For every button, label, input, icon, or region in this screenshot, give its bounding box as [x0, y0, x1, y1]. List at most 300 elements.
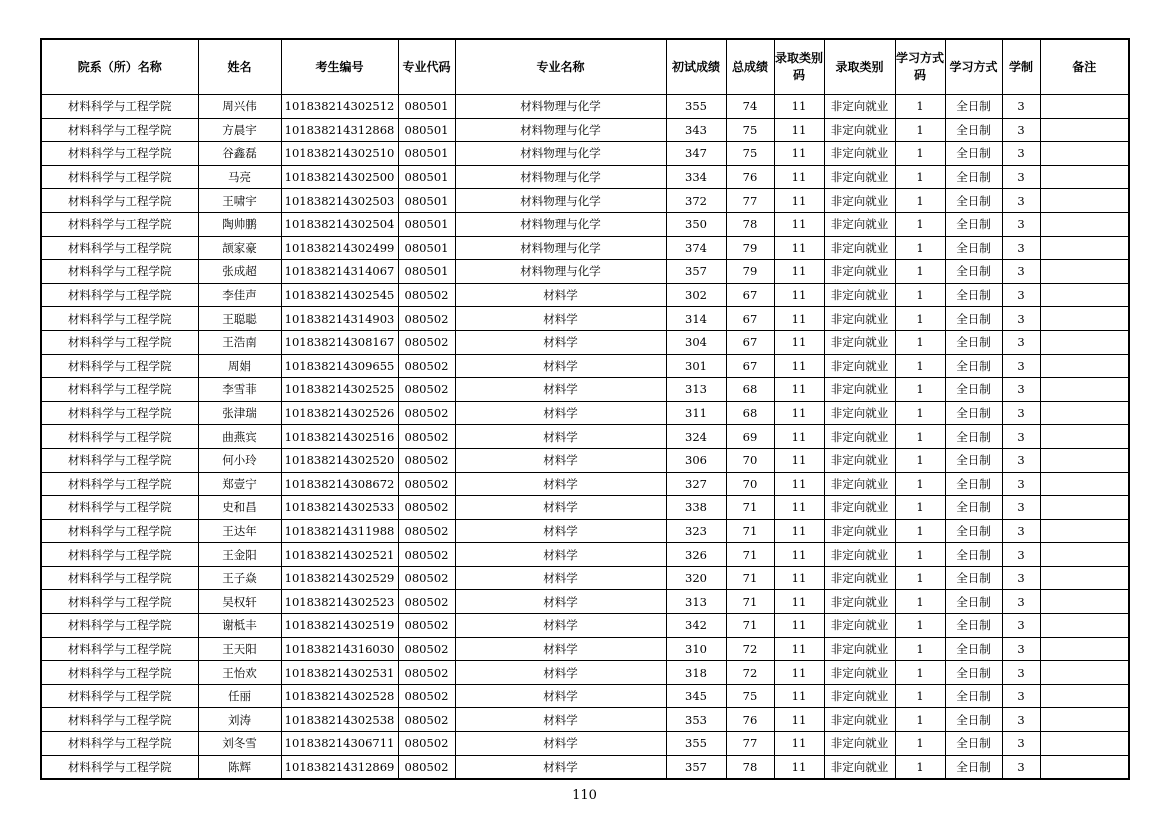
cell-total-score: 71 [726, 543, 774, 567]
cell-admit-type-code: 11 [774, 142, 824, 166]
admission-table [40, 38, 1130, 780]
cell-major-code: 080502 [398, 496, 455, 520]
cell-total-score: 67 [726, 307, 774, 331]
cell-study-mode: 全日制 [945, 95, 1002, 119]
cell-study-mode: 全日制 [945, 330, 1002, 354]
cell-name: 史和昌 [198, 496, 281, 520]
cell-name: 王天阳 [198, 637, 281, 661]
cell-study-mode: 全日制 [945, 401, 1002, 425]
cell-exam-id: 101838214302504 [281, 212, 398, 236]
cell-study-mode: 全日制 [945, 236, 1002, 260]
table-row [41, 118, 1129, 142]
cell-study-mode: 全日制 [945, 354, 1002, 378]
cell-study-mode-code: 1 [895, 637, 945, 661]
cell-remarks [1040, 118, 1129, 142]
cell-major-name: 材料学 [455, 307, 666, 331]
cell-duration: 3 [1002, 330, 1040, 354]
cell-duration: 3 [1002, 118, 1040, 142]
cell-major-code: 080502 [398, 378, 455, 402]
cell-department: 材料科学与工程学院 [41, 212, 198, 236]
cell-department: 材料科学与工程学院 [41, 401, 198, 425]
cell-major-name: 材料物理与化学 [455, 236, 666, 260]
cell-total-score: 71 [726, 496, 774, 520]
cell-study-mode: 全日制 [945, 378, 1002, 402]
cell-exam-id: 101838214302510 [281, 142, 398, 166]
cell-name: 张津瑞 [198, 401, 281, 425]
cell-department: 材料科学与工程学院 [41, 637, 198, 661]
cell-prelim-score: 311 [666, 401, 726, 425]
cell-major-code: 080502 [398, 708, 455, 732]
cell-duration: 3 [1002, 260, 1040, 284]
cell-department: 材料科学与工程学院 [41, 307, 198, 331]
cell-department: 材料科学与工程学院 [41, 189, 198, 213]
cell-total-score: 68 [726, 378, 774, 402]
table-row [41, 401, 1129, 425]
cell-admit-type-code: 11 [774, 519, 824, 543]
cell-study-mode: 全日制 [945, 142, 1002, 166]
cell-duration: 3 [1002, 142, 1040, 166]
cell-total-score: 79 [726, 236, 774, 260]
cell-remarks [1040, 307, 1129, 331]
cell-admit-type-code: 11 [774, 661, 824, 685]
cell-total-score: 78 [726, 212, 774, 236]
cell-name: 王啸宇 [198, 189, 281, 213]
cell-exam-id: 101838214302538 [281, 708, 398, 732]
cell-major-name: 材料物理与化学 [455, 260, 666, 284]
cell-prelim-score: 347 [666, 142, 726, 166]
cell-duration: 3 [1002, 637, 1040, 661]
cell-department: 材料科学与工程学院 [41, 614, 198, 638]
cell-remarks [1040, 519, 1129, 543]
cell-duration: 3 [1002, 283, 1040, 307]
cell-major-name: 材料物理与化学 [455, 212, 666, 236]
cell-major-code: 080502 [398, 354, 455, 378]
cell-department: 材料科学与工程学院 [41, 448, 198, 472]
cell-admit-type-code: 11 [774, 165, 824, 189]
cell-major-name: 材料物理与化学 [455, 95, 666, 119]
cell-prelim-score: 334 [666, 165, 726, 189]
table-row [41, 755, 1129, 779]
cell-duration: 3 [1002, 519, 1040, 543]
cell-exam-id: 101838214302520 [281, 448, 398, 472]
cell-prelim-score: 306 [666, 448, 726, 472]
cell-major-code: 080502 [398, 472, 455, 496]
cell-major-code: 080502 [398, 590, 455, 614]
cell-name: 周娟 [198, 354, 281, 378]
cell-study-mode: 全日制 [945, 566, 1002, 590]
table-row [41, 543, 1129, 567]
cell-department: 材料科学与工程学院 [41, 732, 198, 756]
cell-admit-type: 非定向就业 [824, 543, 895, 567]
cell-admit-type: 非定向就业 [824, 684, 895, 708]
cell-name: 王子焱 [198, 566, 281, 590]
cell-admit-type-code: 11 [774, 354, 824, 378]
cell-major-name: 材料学 [455, 755, 666, 779]
cell-exam-id: 101838214309655 [281, 354, 398, 378]
cell-major-name: 材料学 [455, 472, 666, 496]
cell-admit-type-code: 11 [774, 684, 824, 708]
cell-department: 材料科学与工程学院 [41, 661, 198, 685]
cell-exam-id: 101838214308672 [281, 472, 398, 496]
cell-prelim-score: 353 [666, 708, 726, 732]
cell-study-mode: 全日制 [945, 637, 1002, 661]
cell-study-mode-code: 1 [895, 401, 945, 425]
cell-department: 材料科学与工程学院 [41, 330, 198, 354]
cell-major-code: 080502 [398, 401, 455, 425]
cell-exam-id: 101838214302523 [281, 590, 398, 614]
cell-prelim-score: 350 [666, 212, 726, 236]
header-total-score: 总成绩 [726, 39, 774, 95]
cell-total-score: 71 [726, 614, 774, 638]
cell-exam-id: 101838214302519 [281, 614, 398, 638]
cell-duration: 3 [1002, 307, 1040, 331]
cell-prelim-score: 355 [666, 732, 726, 756]
cell-admit-type: 非定向就业 [824, 378, 895, 402]
cell-major-code: 080501 [398, 95, 455, 119]
cell-admit-type: 非定向就业 [824, 283, 895, 307]
cell-study-mode: 全日制 [945, 283, 1002, 307]
cell-total-score: 71 [726, 590, 774, 614]
cell-admit-type: 非定向就业 [824, 425, 895, 449]
cell-study-mode-code: 1 [895, 425, 945, 449]
cell-name: 王浩南 [198, 330, 281, 354]
cell-total-score: 71 [726, 566, 774, 590]
cell-total-score: 79 [726, 260, 774, 284]
cell-remarks [1040, 472, 1129, 496]
cell-name: 王达年 [198, 519, 281, 543]
table-row [41, 732, 1129, 756]
cell-name: 谢柢丰 [198, 614, 281, 638]
cell-department: 材料科学与工程学院 [41, 472, 198, 496]
cell-prelim-score: 327 [666, 472, 726, 496]
cell-total-score: 75 [726, 142, 774, 166]
cell-remarks [1040, 732, 1129, 756]
cell-total-score: 69 [726, 425, 774, 449]
cell-name: 颉家豪 [198, 236, 281, 260]
cell-exam-id: 101838214302528 [281, 684, 398, 708]
table-row [41, 566, 1129, 590]
cell-total-score: 74 [726, 95, 774, 119]
cell-study-mode-code: 1 [895, 448, 945, 472]
cell-study-mode: 全日制 [945, 260, 1002, 284]
cell-department: 材料科学与工程学院 [41, 708, 198, 732]
cell-name: 何小玲 [198, 448, 281, 472]
cell-study-mode-code: 1 [895, 661, 945, 685]
cell-department: 材料科学与工程学院 [41, 165, 198, 189]
cell-major-name: 材料学 [455, 543, 666, 567]
cell-major-code: 080502 [398, 566, 455, 590]
cell-admit-type-code: 11 [774, 212, 824, 236]
cell-major-code: 080501 [398, 212, 455, 236]
cell-major-code: 080502 [398, 330, 455, 354]
cell-duration: 3 [1002, 401, 1040, 425]
cell-total-score: 72 [726, 661, 774, 685]
cell-major-name: 材料学 [455, 566, 666, 590]
cell-admit-type-code: 11 [774, 448, 824, 472]
cell-admit-type-code: 11 [774, 283, 824, 307]
cell-major-name: 材料学 [455, 614, 666, 638]
cell-duration: 3 [1002, 212, 1040, 236]
cell-total-score: 70 [726, 448, 774, 472]
cell-admit-type: 非定向就业 [824, 165, 895, 189]
cell-study-mode: 全日制 [945, 472, 1002, 496]
cell-department: 材料科学与工程学院 [41, 118, 198, 142]
table-row [41, 165, 1129, 189]
cell-admit-type: 非定向就业 [824, 472, 895, 496]
cell-department: 材料科学与工程学院 [41, 95, 198, 119]
cell-exam-id: 101838214308167 [281, 330, 398, 354]
cell-name: 刘冬雪 [198, 732, 281, 756]
cell-admit-type: 非定向就业 [824, 661, 895, 685]
table-row [41, 496, 1129, 520]
cell-admit-type-code: 11 [774, 496, 824, 520]
table-row [41, 212, 1129, 236]
cell-prelim-score: 313 [666, 378, 726, 402]
cell-prelim-score: 374 [666, 236, 726, 260]
header-row [41, 39, 1129, 95]
cell-admit-type: 非定向就业 [824, 354, 895, 378]
cell-study-mode-code: 1 [895, 590, 945, 614]
cell-admit-type-code: 11 [774, 425, 824, 449]
cell-remarks [1040, 661, 1129, 685]
cell-study-mode-code: 1 [895, 330, 945, 354]
table-row [41, 236, 1129, 260]
cell-study-mode-code: 1 [895, 95, 945, 119]
cell-total-score: 76 [726, 165, 774, 189]
cell-admit-type: 非定向就业 [824, 260, 895, 284]
cell-prelim-score: 343 [666, 118, 726, 142]
cell-admit-type-code: 11 [774, 330, 824, 354]
cell-exam-id: 101838214302503 [281, 189, 398, 213]
cell-department: 材料科学与工程学院 [41, 425, 198, 449]
cell-department: 材料科学与工程学院 [41, 283, 198, 307]
cell-prelim-score: 302 [666, 283, 726, 307]
cell-study-mode-code: 1 [895, 732, 945, 756]
cell-name: 马亮 [198, 165, 281, 189]
cell-department: 材料科学与工程学院 [41, 543, 198, 567]
cell-prelim-score: 357 [666, 755, 726, 779]
cell-duration: 3 [1002, 236, 1040, 260]
cell-major-code: 080502 [398, 684, 455, 708]
cell-total-score: 68 [726, 401, 774, 425]
table-row [41, 519, 1129, 543]
cell-exam-id: 101838214302526 [281, 401, 398, 425]
cell-remarks [1040, 637, 1129, 661]
cell-duration: 3 [1002, 165, 1040, 189]
cell-remarks [1040, 566, 1129, 590]
cell-study-mode-code: 1 [895, 189, 945, 213]
table-row [41, 708, 1129, 732]
cell-department: 材料科学与工程学院 [41, 496, 198, 520]
cell-duration: 3 [1002, 378, 1040, 402]
cell-major-name: 材料学 [455, 661, 666, 685]
cell-duration: 3 [1002, 496, 1040, 520]
cell-remarks [1040, 543, 1129, 567]
cell-major-name: 材料物理与化学 [455, 142, 666, 166]
cell-study-mode-code: 1 [895, 165, 945, 189]
cell-duration: 3 [1002, 755, 1040, 779]
cell-prelim-score: 310 [666, 637, 726, 661]
cell-study-mode-code: 1 [895, 118, 945, 142]
cell-admit-type: 非定向就业 [824, 708, 895, 732]
cell-department: 材料科学与工程学院 [41, 260, 198, 284]
cell-total-score: 78 [726, 755, 774, 779]
cell-major-name: 材料学 [455, 590, 666, 614]
cell-total-score: 71 [726, 519, 774, 543]
cell-department: 材料科学与工程学院 [41, 566, 198, 590]
cell-name: 李雪菲 [198, 378, 281, 402]
cell-major-name: 材料物理与化学 [455, 165, 666, 189]
cell-exam-id: 101838214306711 [281, 732, 398, 756]
cell-exam-id: 101838214314067 [281, 260, 398, 284]
header-admit-type-code: 录取类别码 [774, 39, 824, 95]
header-exam-id: 考生编号 [281, 39, 398, 95]
cell-exam-id: 101838214316030 [281, 637, 398, 661]
cell-prelim-score: 355 [666, 95, 726, 119]
cell-name: 吴权轩 [198, 590, 281, 614]
cell-department: 材料科学与工程学院 [41, 684, 198, 708]
header-study-mode-code: 学习方式码 [895, 39, 945, 95]
cell-exam-id: 101838214302533 [281, 496, 398, 520]
cell-major-name: 材料学 [455, 448, 666, 472]
table-row [41, 378, 1129, 402]
cell-duration: 3 [1002, 614, 1040, 638]
cell-major-code: 080502 [398, 637, 455, 661]
cell-major-code: 080502 [398, 614, 455, 638]
table-row [41, 307, 1129, 331]
cell-prelim-score: 301 [666, 354, 726, 378]
table-row [41, 260, 1129, 284]
cell-name: 周兴伟 [198, 95, 281, 119]
cell-admit-type-code: 11 [774, 236, 824, 260]
cell-admit-type-code: 11 [774, 732, 824, 756]
cell-total-score: 75 [726, 118, 774, 142]
cell-duration: 3 [1002, 95, 1040, 119]
cell-admit-type: 非定向就业 [824, 566, 895, 590]
cell-study-mode-code: 1 [895, 236, 945, 260]
cell-admit-type-code: 11 [774, 260, 824, 284]
cell-admit-type: 非定向就业 [824, 330, 895, 354]
cell-admit-type-code: 11 [774, 95, 824, 119]
cell-prelim-score: 357 [666, 260, 726, 284]
cell-department: 材料科学与工程学院 [41, 236, 198, 260]
cell-admit-type-code: 11 [774, 590, 824, 614]
header-remarks: 备注 [1040, 39, 1129, 95]
cell-admit-type: 非定向就业 [824, 590, 895, 614]
cell-admit-type: 非定向就业 [824, 732, 895, 756]
cell-major-code: 080502 [398, 448, 455, 472]
cell-study-mode-code: 1 [895, 212, 945, 236]
cell-duration: 3 [1002, 189, 1040, 213]
cell-remarks [1040, 260, 1129, 284]
cell-major-name: 材料物理与化学 [455, 118, 666, 142]
cell-admit-type: 非定向就业 [824, 637, 895, 661]
cell-remarks [1040, 95, 1129, 119]
table-row [41, 614, 1129, 638]
cell-study-mode-code: 1 [895, 496, 945, 520]
cell-admit-type: 非定向就业 [824, 496, 895, 520]
cell-prelim-score: 342 [666, 614, 726, 638]
header-prelim-score: 初试成绩 [666, 39, 726, 95]
cell-study-mode-code: 1 [895, 519, 945, 543]
table-row [41, 472, 1129, 496]
cell-study-mode: 全日制 [945, 425, 1002, 449]
cell-admit-type: 非定向就业 [824, 755, 895, 779]
cell-admit-type-code: 11 [774, 378, 824, 402]
page-number: 110 [572, 788, 597, 803]
table-row [41, 330, 1129, 354]
cell-admit-type-code: 11 [774, 614, 824, 638]
cell-duration: 3 [1002, 448, 1040, 472]
cell-study-mode-code: 1 [895, 260, 945, 284]
cell-name: 任丽 [198, 684, 281, 708]
cell-name: 谷鑫磊 [198, 142, 281, 166]
cell-major-name: 材料学 [455, 330, 666, 354]
cell-remarks [1040, 448, 1129, 472]
cell-study-mode: 全日制 [945, 448, 1002, 472]
table-row [41, 425, 1129, 449]
cell-major-name: 材料学 [455, 519, 666, 543]
cell-study-mode: 全日制 [945, 543, 1002, 567]
cell-total-score: 67 [726, 330, 774, 354]
cell-major-name: 材料学 [455, 354, 666, 378]
cell-admit-type: 非定向就业 [824, 212, 895, 236]
cell-remarks [1040, 330, 1129, 354]
cell-major-code: 080501 [398, 165, 455, 189]
cell-prelim-score: 318 [666, 661, 726, 685]
cell-remarks [1040, 212, 1129, 236]
cell-exam-id: 101838214302499 [281, 236, 398, 260]
cell-major-code: 080501 [398, 236, 455, 260]
table-row [41, 354, 1129, 378]
cell-prelim-score: 323 [666, 519, 726, 543]
cell-remarks [1040, 684, 1129, 708]
cell-admit-type: 非定向就业 [824, 614, 895, 638]
cell-study-mode-code: 1 [895, 142, 945, 166]
cell-prelim-score: 320 [666, 566, 726, 590]
cell-admit-type: 非定向就业 [824, 401, 895, 425]
cell-remarks [1040, 378, 1129, 402]
cell-major-code: 080502 [398, 755, 455, 779]
cell-name: 李佳声 [198, 283, 281, 307]
cell-admit-type-code: 11 [774, 708, 824, 732]
cell-name: 曲燕宾 [198, 425, 281, 449]
cell-remarks [1040, 755, 1129, 779]
cell-study-mode-code: 1 [895, 708, 945, 732]
cell-remarks [1040, 189, 1129, 213]
cell-admit-type-code: 11 [774, 118, 824, 142]
cell-exam-id: 101838214312868 [281, 118, 398, 142]
cell-admit-type-code: 11 [774, 637, 824, 661]
cell-exam-id: 101838214302545 [281, 283, 398, 307]
table-row [41, 684, 1129, 708]
cell-remarks [1040, 614, 1129, 638]
cell-exam-id: 101838214302521 [281, 543, 398, 567]
cell-remarks [1040, 142, 1129, 166]
cell-study-mode: 全日制 [945, 708, 1002, 732]
cell-name: 张成超 [198, 260, 281, 284]
cell-study-mode-code: 1 [895, 378, 945, 402]
cell-exam-id: 101838214311988 [281, 519, 398, 543]
cell-study-mode-code: 1 [895, 566, 945, 590]
cell-total-score: 67 [726, 283, 774, 307]
cell-major-name: 材料学 [455, 732, 666, 756]
header-admit-type: 录取类别 [824, 39, 895, 95]
cell-study-mode-code: 1 [895, 543, 945, 567]
cell-study-mode: 全日制 [945, 307, 1002, 331]
cell-major-code: 080502 [398, 661, 455, 685]
cell-total-score: 67 [726, 354, 774, 378]
